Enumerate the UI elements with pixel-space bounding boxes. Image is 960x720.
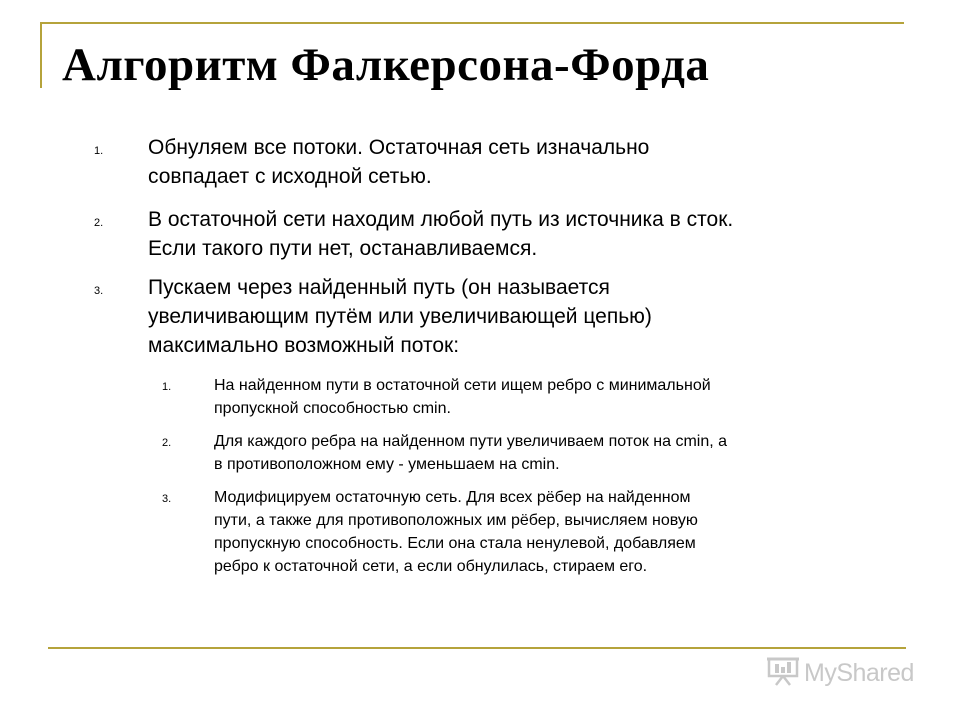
- step-line: Если такого пути нет, останавливаемся.: [148, 237, 538, 260]
- left-rule: [40, 22, 42, 88]
- step-text: [148, 205, 908, 263]
- step-text: [148, 273, 908, 360]
- step-line: максимально возможный поток:: [148, 334, 460, 357]
- substep-text: [214, 430, 914, 476]
- substep-line: На найденном пути в остаточной сети ищем ребро с минимальной: [214, 377, 711, 394]
- step-number: 3.: [94, 285, 104, 297]
- step-text: [148, 133, 908, 191]
- substep-text: [214, 374, 914, 420]
- step-line: Пускаем через найденный путь (он называется: [148, 276, 610, 299]
- substep-number: 1.: [162, 381, 172, 393]
- step-number: 1.: [94, 145, 104, 157]
- step-number: 2.: [94, 217, 104, 229]
- step-line: В остаточной сети находим любой путь из источника в сток.: [148, 208, 734, 231]
- substep-line: пропускную способность. Если она стала ненулевой, добавляем: [214, 535, 696, 552]
- myshared-watermark: [766, 657, 914, 689]
- top-rule: [40, 22, 904, 24]
- substep-number: 3.: [162, 493, 172, 505]
- step-line: Обнуляем все потоки. Остаточная сеть изначально: [148, 136, 650, 159]
- presentation-board-icon: [766, 656, 800, 691]
- substep-line: Модифицируем остаточную сеть. Для всех рёбер на найденном: [214, 489, 691, 506]
- substep-line: Для каждого ребра на найденном пути увеличиваем поток на cmin, а: [214, 433, 728, 450]
- step-line: совпадает с исходной сетью.: [148, 165, 432, 188]
- slide-title: Алгоритм Фалкерсона-Форда: [62, 39, 710, 91]
- substep-line: пропускной способностью cmin.: [214, 400, 451, 417]
- substep-line: ребро к остаточной сети, а если обнулилась, стираем его.: [214, 558, 648, 575]
- step-line: увеличивающим путём или увеличивающей цепью): [148, 305, 652, 328]
- substep-text: [214, 486, 914, 578]
- bottom-rule: [48, 647, 906, 649]
- substep-number: 2.: [162, 437, 172, 449]
- substep-line: в противоположном ему - уменьшаем на cmin.: [214, 456, 560, 473]
- substep-line: пути, а также для противоположных им рёбер, вычисляем новую: [214, 512, 698, 529]
- watermark-text: MyShared: [804, 658, 914, 687]
